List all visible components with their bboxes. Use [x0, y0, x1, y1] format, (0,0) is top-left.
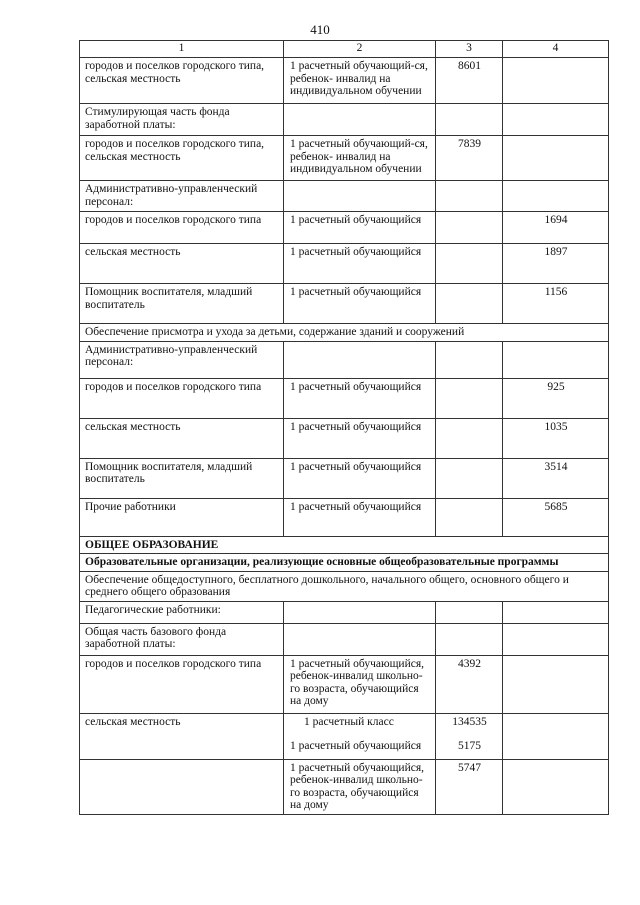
cell-value-4: 1897 — [503, 244, 609, 284]
table-row — [80, 341, 609, 378]
page-number: 410 — [310, 22, 330, 37]
cell-value-3 — [436, 104, 503, 136]
value-class: 134535 — [452, 715, 487, 728]
cell-value-3 — [436, 623, 503, 655]
cell-unit: 1 расчетный обучающийся — [284, 378, 436, 418]
cell-value-3 — [436, 244, 503, 284]
cell-value-4 — [503, 104, 609, 136]
cell-unit: 1 расчетный обучающий-ся, ребенок- инвалид на индивидуальном обучении — [284, 58, 436, 104]
table-row — [80, 759, 609, 814]
cell-category: городов и поселков городского типа — [80, 378, 284, 418]
table-row — [80, 58, 609, 104]
column-header: 1 — [80, 41, 284, 58]
cell-value-3 — [436, 458, 503, 498]
cell-value-3: 8601 — [436, 58, 503, 104]
cell-category: городов и поселков городского типа — [80, 655, 284, 713]
cell-category: Помощник воспитателя, младший воспитатель — [80, 284, 284, 324]
table-row — [80, 498, 609, 536]
cell-category: Помощник воспитателя, младший воспитатель — [80, 458, 284, 498]
column-header: 2 — [284, 41, 436, 58]
table-row — [80, 244, 609, 284]
cell-unit — [284, 713, 436, 759]
cell-category: сельская местность — [80, 244, 284, 284]
cell-value-4 — [503, 713, 609, 759]
cell-value-3 — [436, 284, 503, 324]
cell-unit — [284, 341, 436, 378]
cell-unit: 1 расчетный обучающийся — [284, 418, 436, 458]
cell-unit: 1 расчетный обучающийся — [284, 244, 436, 284]
cell-value-4 — [503, 655, 609, 713]
cell-value-3 — [436, 713, 503, 759]
table-row — [80, 212, 609, 244]
table-section-row — [80, 554, 609, 572]
table-section-row — [80, 324, 609, 342]
cell-category: Общая часть базового фонда заработной платы: — [80, 623, 284, 655]
cell-unit: 1 расчетный обучающийся — [284, 458, 436, 498]
cell-category — [80, 759, 284, 814]
cell-unit — [284, 601, 436, 623]
section-heading: Обеспечение присмотра и ухода за детьми, содержание зданий и сооружений — [80, 324, 609, 342]
column-header: 3 — [436, 41, 503, 58]
cell-unit: 1 расчетный обучающийся, ребенок-инвалид школьно-го возраста, обучающийся на дому — [284, 759, 436, 814]
cell-value-3 — [436, 418, 503, 458]
cell-value-3 — [436, 601, 503, 623]
table-row — [80, 104, 609, 136]
cell-category: городов и поселков городского типа, сельская местность — [80, 58, 284, 104]
cell-value-4: 5685 — [503, 498, 609, 536]
cell-category: сельская местность — [80, 418, 284, 458]
cell-category: Педагогические работники: — [80, 601, 284, 623]
table-row — [80, 655, 609, 713]
table-row — [80, 136, 609, 181]
cell-value-4 — [503, 181, 609, 212]
cell-value-3: 7839 — [436, 136, 503, 181]
cell-unit: 1 расчетный обучающийся — [284, 498, 436, 536]
column-header: 4 — [503, 41, 609, 58]
table-row — [80, 284, 609, 324]
table-row — [80, 623, 609, 655]
norms-table — [79, 40, 609, 815]
table-row — [80, 378, 609, 418]
table-row — [80, 458, 609, 498]
cell-unit — [284, 181, 436, 212]
table-row — [80, 601, 609, 623]
cell-value-4: 1035 — [503, 418, 609, 458]
cell-unit: 1 расчетный обучающий-ся, ребенок- инвалид на индивидуальном обучении — [284, 136, 436, 181]
table-row — [80, 418, 609, 458]
cell-value-3: 4392 — [436, 655, 503, 713]
cell-value-4 — [503, 58, 609, 104]
unit-line-class: 1 расчетный класс — [304, 715, 394, 728]
cell-value-3 — [436, 181, 503, 212]
value-student: 5175 — [458, 739, 481, 752]
table-section-row — [80, 571, 609, 601]
cell-unit — [284, 104, 436, 136]
cell-category: сельская местность — [80, 713, 284, 759]
cell-unit — [284, 623, 436, 655]
unit-line-student: 1 расчетный обучающийся — [290, 739, 422, 752]
section-subheading: Образовательные организации, реализующие основные общеобразовательные программы — [80, 554, 609, 572]
table-row — [80, 181, 609, 212]
cell-category: городов и поселков городского типа, сельская местность — [80, 136, 284, 181]
cell-unit: 1 расчетный обучающийся — [284, 212, 436, 244]
cell-unit: 1 расчетный обучающийся — [284, 284, 436, 324]
cell-value-3: 5747 — [436, 759, 503, 814]
cell-value-3 — [436, 212, 503, 244]
cell-value-4 — [503, 136, 609, 181]
cell-value-3 — [436, 498, 503, 536]
table-section-row — [80, 536, 609, 554]
cell-category: Стимулирующая часть фонда заработной платы: — [80, 104, 284, 136]
section-description: Обеспечение общедоступного, бесплатного дошкольного, начального общего, основного общего и среднего общего образования — [80, 571, 609, 601]
header-row — [80, 41, 609, 58]
cell-value-4: 1694 — [503, 212, 609, 244]
cell-value-3 — [436, 378, 503, 418]
cell-category: Административно-управленческий персонал: — [80, 341, 284, 378]
cell-value-4: 3514 — [503, 458, 609, 498]
cell-category: Прочие работники — [80, 498, 284, 536]
table-row — [80, 713, 609, 759]
section-heading: ОБЩЕЕ ОБРАЗОВАНИЕ — [80, 536, 609, 554]
cell-value-4 — [503, 341, 609, 378]
cell-category: Административно-управленческий персонал: — [80, 181, 284, 212]
cell-category: городов и поселков городского типа — [80, 212, 284, 244]
cell-value-4: 925 — [503, 378, 609, 418]
cell-unit: 1 расчетный обучающийся, ребенок-инвалид школьно-го возраста, обучающийся на дому — [284, 655, 436, 713]
cell-value-4: 1156 — [503, 284, 609, 324]
cell-value-3 — [436, 341, 503, 378]
cell-value-4 — [503, 601, 609, 623]
cell-value-4 — [503, 623, 609, 655]
cell-value-4 — [503, 759, 609, 814]
